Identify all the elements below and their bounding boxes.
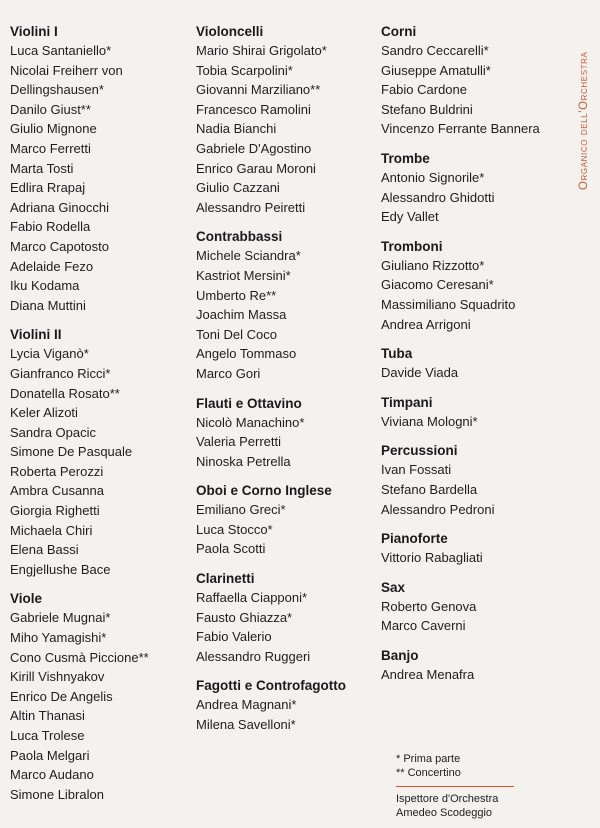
member-name: Emiliano Greci* — [196, 502, 286, 518]
section-title: Violoncelli — [196, 24, 264, 39]
member-name: Vincenzo Ferrante Bannera — [381, 121, 540, 137]
section-title: Oboi e Corno Inglese — [196, 483, 332, 499]
member-name: Andrea Menafra — [381, 666, 475, 682]
section-corni — [381, 22, 566, 139]
member-name: Roberta Perozzi — [10, 463, 104, 479]
member-name: Ambra Cusanna — [10, 483, 104, 499]
section-title: Corni — [381, 24, 417, 39]
side-title: Organico dell'Orchestra — [578, 51, 590, 190]
member-name: Ninoska Petrella — [196, 453, 291, 469]
member-name: Mario Shirai Grigolato* — [196, 43, 327, 58]
member-name: Kastriot Mersini* — [196, 267, 291, 283]
member-name: Stefano Buldrini — [381, 101, 473, 117]
member-name: Viviana Mologni* — [381, 413, 478, 429]
member-name: Marta Tosti — [10, 160, 74, 176]
section-sax — [381, 578, 566, 636]
section-clarinetti — [196, 569, 381, 666]
roster-column-1 — [10, 22, 195, 814]
section-timpani — [381, 393, 566, 432]
member-name: Alessandro Ghidotti — [381, 189, 495, 205]
member-name: Giorgia Righetti — [10, 503, 100, 519]
member-name: Nicolai Freiherr von — [10, 62, 123, 78]
member-name: Toni Del Coco — [196, 326, 277, 342]
roster-column-2 — [196, 22, 381, 745]
member-name: Giovanni Marziliano** — [196, 82, 321, 98]
member-name: Cono Cusmà Piccione** — [10, 649, 149, 665]
member-name: Ivan Fossati — [381, 462, 452, 478]
member-name: Alessandro Pedroni — [381, 501, 495, 517]
member-name: Simone De Pasquale — [10, 444, 133, 460]
member-name: Danilo Giust** — [10, 101, 91, 117]
section-fagotti-e-controfagotto — [196, 676, 381, 734]
section-title: Tromboni — [381, 238, 443, 254]
footnote-divider — [396, 786, 514, 787]
section-title: Violini I — [10, 24, 58, 39]
member-name: Fabio Cardone — [381, 82, 467, 98]
member-name: Sandra Opacic — [10, 424, 96, 440]
section-tromboni — [381, 237, 566, 334]
member-name: Giacomo Ceresani* — [381, 277, 494, 293]
member-name: Michaela Chiri — [10, 522, 93, 538]
section-title: Percussioni — [381, 443, 458, 459]
member-name: Luca Santaniello* — [10, 43, 112, 58]
section-title: Trombe — [381, 150, 430, 166]
member-name: Giuliano Rizzotto* — [381, 257, 485, 273]
member-name: Nicolò Manachino* — [196, 414, 305, 430]
member-name: Gabriele Mugnai* — [10, 610, 111, 626]
member-name: Simone Libralon — [10, 786, 104, 802]
member-name: Lycia Viganò* — [10, 346, 89, 362]
member-name: Dellingshausen* — [10, 82, 104, 98]
member-name: Edy Vallet — [381, 209, 439, 225]
section-oboi-e-corno-inglese — [196, 481, 381, 559]
section-title: Clarinetti — [196, 571, 255, 587]
section-title: Flauti e Ottavino — [196, 395, 302, 411]
section-title: Viole — [10, 591, 43, 607]
section-percussioni — [381, 441, 566, 519]
section-title: Pianoforte — [381, 531, 448, 547]
member-name: Andrea Magnani* — [196, 697, 297, 713]
footnote-prima-parte: * Prima parte — [396, 753, 461, 765]
member-name: Tobia Scarpolini* — [196, 62, 293, 78]
section-violini-i — [10, 22, 195, 315]
member-name: Raffaella Ciapponi* — [196, 590, 308, 606]
member-name: Keler Alizoti — [10, 405, 78, 421]
section-violini-ii — [10, 325, 195, 579]
section-title: Contrabbassi — [196, 229, 283, 245]
member-name: Marco Gori — [196, 365, 261, 381]
member-name: Andrea Arrigoni — [381, 316, 471, 332]
member-name: Fausto Ghiazza* — [196, 609, 293, 625]
member-name: Marco Capotosto — [10, 238, 109, 254]
section-contrabbassi — [196, 227, 381, 383]
member-name: Marco Audano — [10, 767, 94, 783]
section-pianoforte — [381, 529, 566, 568]
member-name: Luca Stocco* — [196, 521, 273, 537]
section-title: Timpani — [381, 394, 433, 410]
member-name: Enrico De Angelis — [10, 688, 113, 704]
member-name: Vittorio Rabagliati — [381, 550, 483, 566]
member-name: Giuseppe Amatulli* — [381, 62, 491, 78]
member-name: Engjellushe Bace — [10, 561, 111, 577]
member-name: Sandro Ceccarelli* — [381, 43, 489, 58]
member-name: Roberto Genova — [381, 598, 477, 614]
member-name: Davide Viada — [381, 365, 459, 381]
section-title: Fagotti e Controfagotto — [196, 678, 346, 694]
member-name: Fabio Rodella — [10, 219, 91, 235]
member-name: Paola Scotti — [196, 541, 266, 557]
member-name: Giulio Cazzani — [196, 180, 280, 196]
inspector-role: Ispettore d'Orchestra — [396, 793, 499, 805]
member-name: Enrico Garau Moroni — [196, 160, 316, 176]
footnotes — [396, 752, 516, 820]
member-name: Massimiliano Squadrito — [381, 296, 516, 312]
member-name: Valeria Perretti — [196, 434, 282, 450]
section-title: Banjo — [381, 647, 419, 663]
member-name: Paola Melgari — [10, 747, 90, 763]
member-name: Joachim Massa — [196, 307, 287, 323]
member-name: Gianfranco Ricci* — [10, 365, 111, 381]
roster-column-3 — [381, 22, 566, 694]
member-name: Stefano Bardella — [381, 481, 478, 497]
member-name: Adriana Ginocchi — [10, 199, 109, 215]
member-name: Nadia Bianchi — [196, 121, 277, 137]
member-name: Adelaide Fezo — [10, 258, 94, 274]
section-title: Tuba — [381, 346, 413, 362]
section-title: Violini II — [10, 327, 62, 343]
section-tuba — [381, 344, 566, 383]
section-banjo — [381, 646, 566, 685]
member-name: Elena Bassi — [10, 542, 79, 558]
member-name: Milena Savelloni* — [196, 717, 296, 733]
member-name: Edlira Rrapaj — [10, 180, 86, 196]
member-name: Kirill Vishnyakov — [10, 669, 105, 685]
member-name: Gabriele D'Agostino — [196, 140, 312, 156]
member-name: Marco Ferretti — [10, 140, 91, 156]
member-name: Altin Thanasi — [10, 708, 85, 724]
member-name: Luca Trolese — [10, 728, 85, 743]
inspector-name: Amedeo Scodeggio — [396, 807, 493, 819]
section-flauti-e-ottavino — [196, 394, 381, 472]
member-name: Fabio Valerio — [196, 629, 272, 645]
member-name: Angelo Tommaso — [196, 346, 297, 362]
member-name: Giulio Mignone — [10, 121, 97, 137]
member-name: Iku Kodama — [10, 278, 80, 294]
member-name: Donatella Rosato** — [10, 385, 120, 401]
member-name: Diana Muttini — [10, 297, 86, 313]
section-trombe — [381, 149, 566, 227]
member-name: Alessandro Peiretti — [196, 199, 306, 215]
footnote-concertino: ** Concertino — [396, 767, 461, 779]
section-viole — [10, 589, 195, 804]
section-title: Sax — [381, 579, 406, 595]
section-violoncelli — [196, 22, 381, 217]
member-name: Francesco Ramolini — [196, 101, 311, 117]
member-name: Alessandro Ruggeri — [196, 648, 311, 664]
member-name: Marco Caverni — [381, 618, 466, 634]
member-name: Umberto Re** — [196, 287, 277, 303]
member-name: Antonio Signorile* — [381, 169, 485, 185]
member-name: Michele Sciandra* — [196, 248, 301, 264]
member-name: Miho Yamagishi* — [10, 630, 107, 646]
